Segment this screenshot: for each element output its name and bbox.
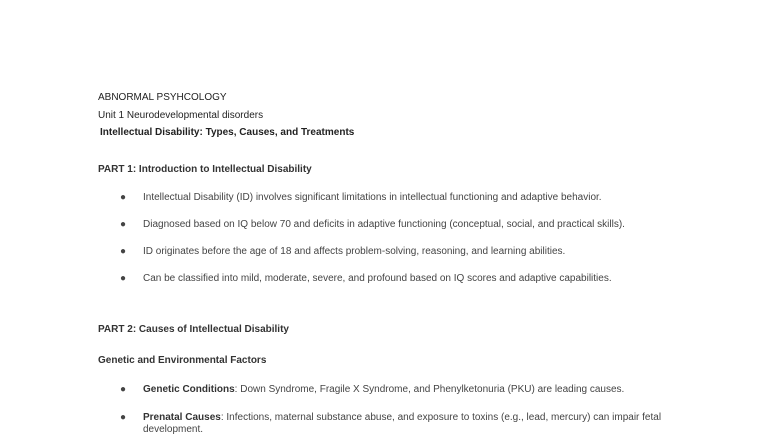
bullet-icon: ● — [120, 246, 127, 257]
bullet-icon: ● — [120, 192, 127, 203]
list-item-term: Genetic Conditions — [143, 384, 235, 395]
part2-subheading: Genetic and Environmental Factors — [98, 355, 267, 366]
list-item: Can be classified into mild, moderate, severe, and profound based on IQ scores and adaptive capabilities. — [143, 273, 612, 284]
part1-heading: PART 1: Introduction to Intellectual Disability — [98, 164, 312, 175]
course-title: ABNORMAL PSYHCOLOGY — [98, 92, 227, 103]
bullet-icon: ● — [120, 384, 127, 395]
list-item-text: : Down Syndrome, Fragile X Syndrome, and Phenylketonuria (PKU) are leading causes. — [234, 384, 625, 395]
document-title: Intellectual Disability: Types, Causes, and Treatments — [100, 127, 355, 138]
list-item: Diagnosed based on IQ below 70 and deficits in adaptive functioning (conceptual, social, and practical skills). — [143, 219, 625, 230]
unit-title: Unit 1 Neurodevelopmental disorders — [98, 110, 264, 121]
list-item — [143, 384, 703, 396]
bullet-icon: ● — [120, 219, 127, 230]
list-item-term: Prenatal Causes — [143, 412, 221, 423]
list-item-text: : Infections, maternal substance abuse, and exposure to toxins (e.g., lead, mercury) can impair fetal development. — [143, 412, 662, 435]
bullet-icon: ● — [120, 273, 127, 284]
bullet-icon: ● — [120, 412, 127, 423]
part2-heading: PART 2: Causes of Intellectual Disability — [98, 324, 289, 335]
list-item — [143, 412, 691, 436]
list-item: ID originates before the age of 18 and affects problem-solving, reasoning, and learning abilities. — [143, 246, 566, 257]
list-item: Intellectual Disability (ID) involves significant limitations in intellectual functioning and adaptive behavior. — [143, 192, 602, 203]
